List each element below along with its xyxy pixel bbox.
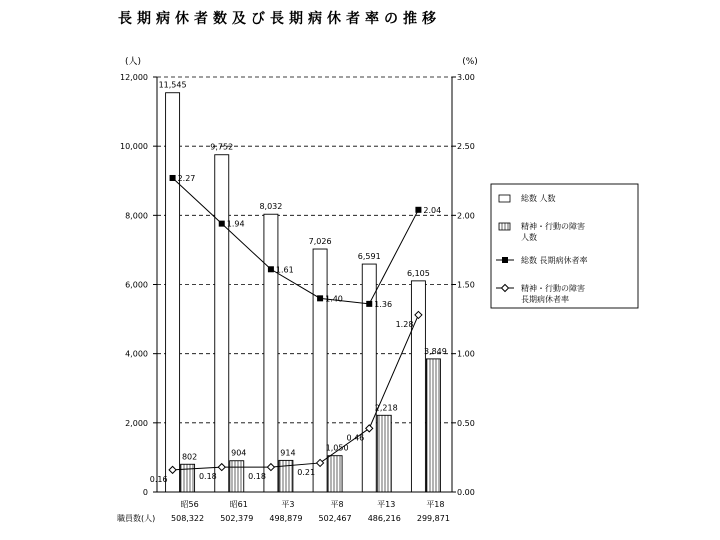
legend-label: 精神・行動の障害 [521, 222, 585, 231]
x-tick-label: 平13 [377, 500, 396, 509]
right-tick-label: 1.50 [457, 280, 475, 290]
x-tick-label: 平8 [330, 500, 344, 509]
rate-mental-label: 0.21 [297, 467, 316, 477]
left-axis-unit: (人) [124, 57, 142, 67]
staff-count-label: 486,216 [367, 514, 401, 523]
staff-row-label: 職員数(人) [117, 514, 156, 523]
bar-total [215, 155, 229, 492]
rate-mental-label: 0.18 [198, 472, 217, 482]
bar-mental-label: 1,050 [325, 443, 349, 453]
chart-title: 長期病休者数及び長期病休者率の推移 [118, 11, 441, 27]
rate-total-label: 1.36 [374, 299, 393, 309]
legend-swatch-mental-bar [499, 223, 510, 230]
legend [491, 184, 638, 308]
right-tick-label: 0.50 [457, 418, 475, 428]
bar-mental [377, 415, 391, 492]
rate-mental-label: 1.28 [395, 319, 414, 329]
left-tick-label: 8,000 [125, 211, 148, 221]
bar-mental-label: 914 [280, 448, 296, 458]
marker-total-rate [170, 175, 176, 181]
bar-mental-label: 802 [181, 452, 198, 462]
bar-total-label: 8,032 [259, 202, 283, 212]
bar-mental [328, 456, 342, 492]
staff-count-label: 508,322 [171, 514, 205, 523]
bar-total-label: 7,026 [308, 237, 332, 247]
marker-total-rate [366, 301, 372, 307]
staff-count-label: 498,879 [269, 514, 303, 523]
legend-label: 人数 [521, 233, 537, 242]
data-labels [150, 81, 447, 484]
legend-label: 総数 長期病休者率 [521, 256, 588, 265]
bar-mental-label: 904 [231, 448, 247, 458]
bar-total [362, 264, 376, 492]
right-tick-label: 3.00 [457, 73, 475, 82]
bar-mental [230, 461, 244, 492]
legend-label: 総数 人数 [521, 194, 556, 203]
rate-total-label: 2.04 [423, 205, 442, 215]
marker-total-rate [219, 221, 225, 227]
x-tick-label: 昭56 [180, 500, 199, 509]
legend-label: 精神・行動の障害 [521, 284, 585, 293]
rate-mental-label: 0.46 [346, 433, 365, 443]
left-tick-label: 4,000 [125, 349, 148, 359]
marker-total-rate [415, 207, 421, 213]
rate-total-label: 1.94 [226, 219, 245, 229]
marker-total-rate [268, 266, 274, 272]
bar-total-label: 9,752 [210, 142, 234, 152]
staff-count-label: 502,379 [220, 514, 254, 523]
bar-total [264, 214, 278, 492]
right-axis-unit: (%) [462, 57, 478, 67]
rate-total-label: 1.61 [275, 265, 294, 275]
staff-count-label: 502,467 [318, 514, 352, 523]
bar-total-label: 6,591 [357, 252, 381, 262]
line-total-rate [173, 178, 419, 304]
left-tick-label: 12,000 [120, 73, 148, 82]
rate-mental-label: 0.16 [149, 474, 168, 484]
bar-mental [426, 359, 440, 492]
bar-total-label: 11,545 [158, 80, 187, 90]
x-tick-label: 昭61 [229, 500, 248, 509]
left-tick-label: 0 [142, 488, 148, 497]
legend-label: 長期病休者率 [521, 295, 569, 304]
marker-total-rate [317, 295, 323, 301]
bar-mental-label: 2,218 [374, 403, 398, 413]
right-tick-label: 0.00 [457, 488, 475, 497]
bar-mental-label: 3,849 [423, 346, 447, 356]
right-tick-label: 1.00 [457, 349, 475, 359]
gridlines [157, 77, 452, 423]
staff-count-label: 299,871 [416, 514, 450, 523]
bar-total-label: 6,105 [406, 268, 430, 278]
left-tick-label: 2,000 [125, 418, 148, 428]
left-tick-label: 10,000 [120, 142, 148, 152]
bar-total [313, 249, 327, 492]
left-tick-label: 6,000 [125, 280, 148, 290]
x-tick-label: 平18 [426, 500, 445, 509]
bars [166, 93, 441, 492]
rate-total-label: 1.40 [325, 294, 343, 304]
right-tick-label: 2.50 [457, 142, 475, 152]
rate-total-label: 2.27 [177, 173, 196, 183]
legend-swatch-square-marker [502, 257, 508, 263]
legend-swatch-total-bar [499, 195, 510, 202]
right-tick-label: 2.00 [457, 211, 475, 221]
x-tick-label: 平3 [281, 500, 295, 509]
bar-total [166, 93, 180, 492]
rate-mental-label: 0.18 [248, 472, 266, 482]
